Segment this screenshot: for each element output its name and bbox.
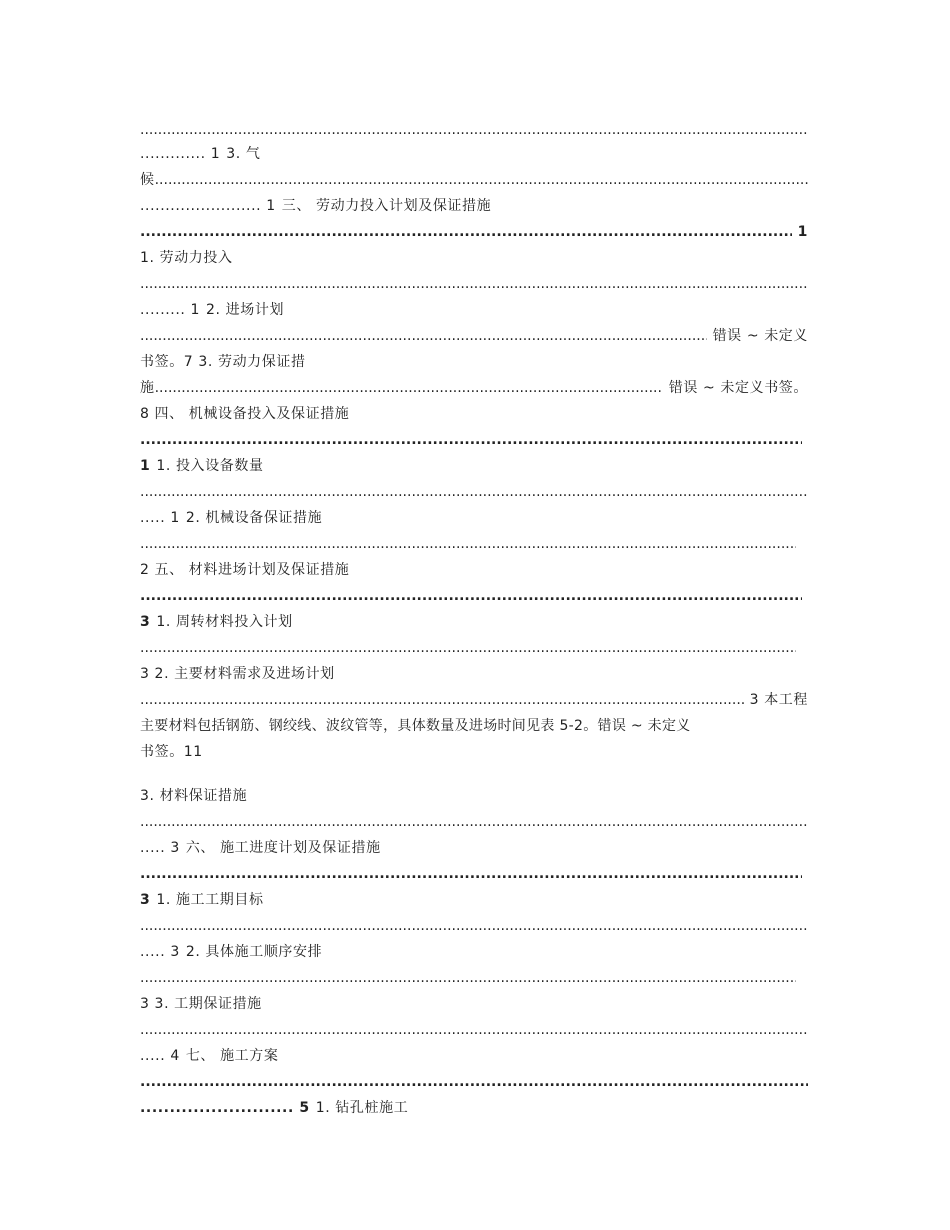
toc-leader-line	[140, 965, 796, 991]
toc-leader-dots	[140, 1069, 808, 1095]
toc-leader-dots	[140, 913, 808, 939]
toc-entry-title: 六、 施工进度计划及保证措施	[185, 840, 381, 856]
toc-leader-line	[140, 861, 802, 887]
toc-page-number: 3	[140, 892, 151, 908]
toc-leader-dots	[140, 635, 796, 661]
toc-entry-title: 书签。11	[140, 744, 203, 760]
toc-leader-dots	[140, 1017, 808, 1043]
toc-entry[interactable]	[140, 887, 808, 913]
toc-leader-dots	[140, 531, 796, 557]
toc-leader-dots	[140, 219, 792, 245]
toc-leader-line	[140, 323, 808, 349]
toc-entry-title: 1. 施工工期目标	[156, 892, 264, 908]
toc-leader-dots	[140, 479, 808, 505]
toc-leader-dots	[140, 583, 802, 609]
toc-page-number: 1	[210, 146, 221, 162]
toc-entry[interactable]	[140, 713, 808, 739]
toc-page-number: 4	[170, 1048, 180, 1064]
toc-page-number: 1	[266, 198, 276, 214]
toc-entry[interactable]	[140, 661, 808, 687]
toc-page-number: 1	[140, 458, 151, 474]
toc-leader-dots	[140, 687, 744, 713]
toc-entry-title: 3. 气	[226, 146, 261, 162]
toc-entry-title: 2. 进场计划	[206, 302, 285, 318]
toc-leader-dots	[155, 167, 808, 193]
toc-leader-dots	[140, 117, 808, 143]
toc-entry-title: 主要材料包括钢筋、钢绞线、波纹管等，具体数量及进场时间见表 5-2。错误 ~ 未定义	[140, 718, 691, 734]
toc-entry[interactable]	[140, 375, 808, 401]
toc-leader-line	[140, 1069, 808, 1095]
toc-entry[interactable]: ............. 1 3. 气	[140, 141, 260, 167]
toc-entry-title: 1. 周转材料投入计划	[156, 614, 293, 630]
toc-entry[interactable]	[140, 245, 808, 271]
toc-entry[interactable]: ........................ 1 三、 劳动力投入计划及保证措施	[140, 193, 491, 219]
toc-leader-dots	[140, 965, 796, 991]
toc-entry[interactable]	[140, 739, 808, 765]
toc-entry-title: 3. 材料保证措施	[140, 788, 248, 804]
toc-entry[interactable]	[140, 453, 808, 479]
toc-page-number: 3	[140, 614, 151, 630]
toc-entry[interactable]: ......... 1 2. 进场计划	[140, 297, 284, 323]
toc-page-number: 5	[299, 1100, 310, 1116]
toc-leader-line	[140, 531, 796, 557]
toc-leader-line	[140, 479, 808, 505]
toc-leader-dots	[140, 271, 808, 297]
toc-leader-dots	[140, 427, 802, 453]
toc-entry-title: 候	[140, 172, 155, 188]
toc-entry-title: 1. 钻孔桩施工	[315, 1100, 409, 1116]
toc-leader-line	[140, 913, 808, 939]
toc-entry-title: 2. 机械设备保证措施	[185, 510, 323, 526]
toc-leader-line	[140, 427, 802, 453]
toc-leader-line	[140, 271, 808, 297]
toc-page-number: 1	[797, 224, 808, 240]
toc-entry-title: 8 四、 机械设备投入及保证措施	[140, 406, 350, 422]
toc-entry[interactable]	[140, 401, 808, 427]
toc-error-text: 错误 ~ 未定义书签。	[668, 380, 808, 396]
toc-page-number: 1	[190, 302, 201, 318]
toc-entry[interactable]	[140, 167, 808, 193]
toc-leader-dots	[155, 375, 663, 401]
toc-entry-title: 1. 劳动力投入	[140, 250, 233, 266]
toc-entry-title: 2. 具体施工顺序安排	[185, 944, 323, 960]
toc-entry[interactable]	[140, 991, 808, 1017]
toc-leader-dots	[140, 323, 707, 349]
toc-entry-title: 书签。7 3. 劳动力保证措	[140, 354, 306, 370]
toc-entry-title: 3 2. 主要材料需求及进场计划	[140, 666, 335, 682]
toc-leader-dots	[140, 861, 802, 887]
toc-entry[interactable]	[140, 557, 808, 583]
toc-leader-line	[140, 1017, 808, 1043]
toc-leader-line	[140, 809, 808, 835]
toc-entry-title: 施	[140, 380, 155, 396]
toc-entry-title: 三、 劳动力投入计划及保证措施	[281, 198, 492, 214]
toc-entry[interactable]: ..... 1 2. 机械设备保证措施	[140, 505, 322, 531]
toc-page-number: 1	[170, 510, 180, 526]
toc-entry-title: 七、 施工方案	[185, 1048, 279, 1064]
toc-entry[interactable]	[140, 349, 808, 375]
toc-entry-title: 1. 投入设备数量	[156, 458, 264, 474]
toc-entry-title: 2 五、 材料进场计划及保证措施	[140, 562, 350, 578]
toc-leader-dots	[140, 809, 808, 835]
toc-page-number: 3	[170, 944, 180, 960]
toc-entry-title: 3 本工程	[749, 692, 808, 708]
toc-leader-line	[140, 117, 808, 143]
toc-entry[interactable]	[140, 783, 808, 809]
toc-entry[interactable]: ..... 3 六、 施工进度计划及保证措施	[140, 835, 381, 861]
toc-entry[interactable]	[140, 609, 808, 635]
toc-leader-line	[140, 583, 802, 609]
toc-entry-title: 3 3. 工期保证措施	[140, 996, 262, 1012]
toc-leader-line	[140, 219, 808, 245]
toc-entry[interactable]: .......................... 5 1. 钻孔桩施工	[140, 1095, 408, 1121]
toc-leader-line	[140, 687, 808, 713]
toc-page-number: 3	[170, 840, 180, 856]
toc-entry[interactable]: ..... 3 2. 具体施工顺序安排	[140, 939, 322, 965]
toc-error-text: 错误 ~ 未定义	[712, 328, 808, 344]
toc-leader-line	[140, 635, 796, 661]
toc-entry[interactable]: ..... 4 七、 施工方案	[140, 1043, 278, 1069]
